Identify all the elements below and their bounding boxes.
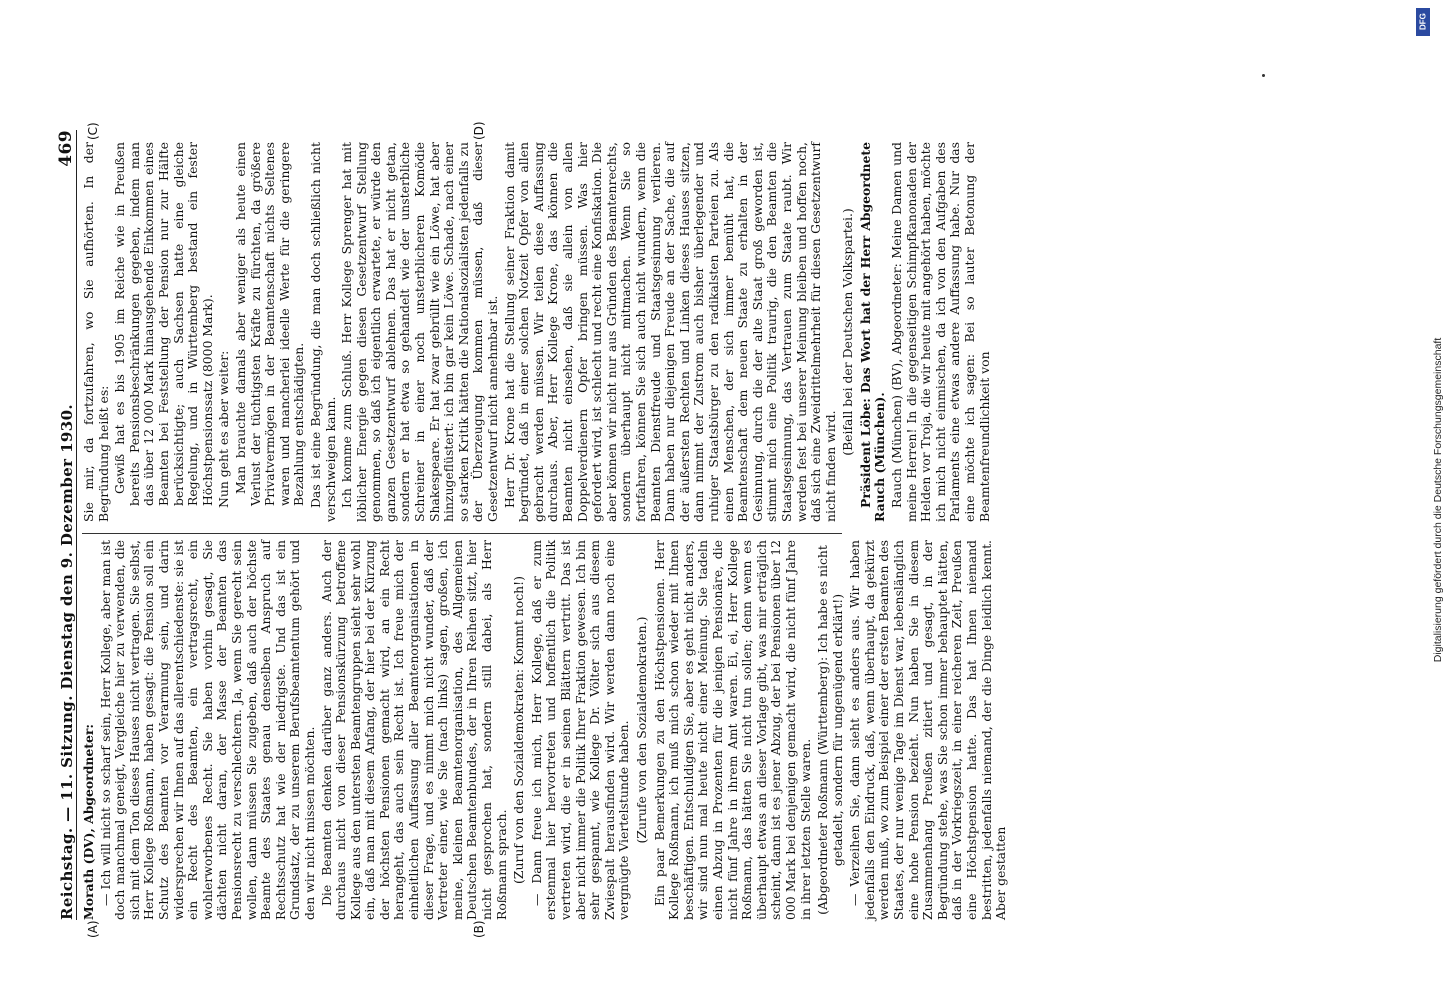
running-head: Reichstag. — 11. Sitzung. Dienstag den 9. Dezember 1930. [58,403,76,920]
column-divider [82,533,842,534]
quotation: Man brauchte damals aber weniger als heute einen Verlust der tüchtigsten Kräfte zu fürchten, da größere Privatvermögen in der Beamtenschaft nichts Seltenes waren und mancherlei ideelle Werte für die geringere Bezahlung entschädigten. [232,142,307,506]
digitization-notice: Digitalisierung gefördert durch die Deutsche Forschungsgemeinschaft [1432,337,1444,663]
paragraph: Die Beamten denken darüber ganz anders. Auch der durchaus nicht von dieser Pensionskürzung betroffene Kollege aus den untersten Beamtengruppen sieht sehr wohl ein, daß man mit diesem Anfang, der hier bei der Kürzung der höchsten Pensionen gemacht wird, an ein Recht herangeht, das auch sein Recht ist. Ich freue mich der einheitlichen Auffassung aller Beamtenorganisationen in dieser Frage, und es nimmt mich nicht wunder, daß der Vertreter einer, wie Sie (nach links) sagen, großen, ich meine, kleinen Beamtenorganisation, des Allgemeinen Deutschen Beamtenbundes, der in Ihren Reihen sitzt, hier nicht gesprochen hat, sondern still dabei, als Herr Roßmann sprach. [318,540,509,920]
paragraph: Das ist eine Begründung, die man doch schließlich nicht verschweigen kann. [307,142,338,522]
quotation: Gewiß hat es bis 1905 im Reiche wie in Preußen bereits Pensionsbeschränkungen gegeben, indem man das über 12 000 Mark hinausgehende Einkommen eines Beamten bei Feststellung der Pension nur zur Hälfte berücksichtigte; auch Sachsen hatte eine gleiche Regelung, und in Württemberg bestand ein fester Höchstpensionssatz (8000 Mark). [112,142,215,506]
margin-letter-a: (A) [86,920,100,938]
interjection: (Beifall bei der Deutschen Volkspartei.) [840,208,856,456]
speaker-line: Morath (DV), Abgeordneter: [81,724,96,920]
margin-letter-c: (C) [86,122,100,140]
dfg-logo: DFG [1416,8,1430,36]
page-number: 469 [56,130,76,167]
paragraph: Herr Dr. Krone hat die Stellung seiner Fraktion damit begründet, daß in einer solchen Notzeit Opfer von allen gebracht werden müssen. Wir teilen diese Auffassung durchaus. Aber, Herr Kollege Krone, das können die Beamten nicht einsehen, daß sie allein von allen Doppelverdienern Opfer bringen müssen. Was hier gefordert wird, ist schlecht und recht eine Konfiskation. Die aber können wir nicht nur aus Gründen des Beamtenrechts, sondern überhaupt nicht mitmachen. Wenn Sie so fortfahren, können Sie sich auch nicht wundern, wenn die Beamten Dienstfreude und Staatsgesinnung verlieren. Dann haben nur diejenigen Freude an der Sache, die auf der äußersten Rechten und Linken dieses Hauses sitzen, dann nimmt der Zustrom auch bisher überlegender und ruhiger Staatsbürger zu den radikalsten Parteien zu. Als einen Menschen, der sich immer bemüht hat, die Beamtenschaft dem neuen Staate zu erhalten in der Gesinnung, durch die der alte Staat groß geworden ist, stimmt mich eine Politik traurig, die den Beamten die Staatsgesinnung, das Vertrauen zum Staate raubt. Wir werden fest bei unserer Meinung bleiben und hoffen noch, daß sich eine Zweidrittelmehrheit für diesen Gesetzentwurf nicht finden wird. [501,142,838,522]
margin-letter-b: (B) [472,920,486,938]
digitization-strip [1410,0,1444,1000]
paragraph: — Dann freue ich mich, Herr Kollege, daß er zum erstenmal hier hervortreten und hoffentlich die Politik vertreten wird, die er in seinen Blättern vertritt. Das ist aber nicht immer die Politik Ihrer Fraktion gewesen. Ich bin sehr gespannt, wie Kollege Dr. Völter sich aus diesem Zwiespalt herausfinden wird. Wir werden dann noch eine vergnügte Viertelstunde haben. [528,540,632,920]
margin-letter-d: (D) [472,121,486,140]
speaker-line: Präsident Löbe: Das Wort hat der Herr Abgeordnete Rauch (München). [857,142,888,522]
paragraph: — Ich will nicht so scharf sein, Herr Kollege, aber man ist doch manchmal geneigt, Vergleiche hier zu verwenden, die sich mit dem Ton dieses Hauses nicht vertragen. Sie selbst, Herr Kollege Roßmann, haben gesagt: die Pension soll ein Schutz des Beamten vor Verarmung sein, und darin widersprechen wir Ihnen auf das allerentschiedenste: sie ist ein Recht des Beamten, ein vertragsrecht, ein wohlerworbenes Recht. Sie haben vorhin gesagt, Sie dächten nicht daran, der Masse der Beamten das Pensionsrecht zu verschlechtern. Ja, wenn Sie gerecht sein wollen, dann müssen Sie zugeben, daß auch der höchste Beamte des Staates genau denselben Anspruch auf Rechtsschutz hat wie der niedrigste. Und das ist ein Grundsatz, der zu unserem Berufsbeamtentum gehört und den wir nicht missen möchten. [97,540,317,920]
page-header [52,130,77,920]
interjection: (Abgeordneter Roßmann (Württemberg): Ich habe es nicht getadelt, sondern für ungenügend erklärt!) [815,545,845,915]
interjection: (Zuruf von den Sozialdemokraten: Kommt noch!) [511,576,527,884]
paragraph: — Verzeihen Sie, dann sieht es anders aus. Wir haben jedenfalls den Eindruck, daß, wenn überhaupt, da gekürzt werden muß, wo zum Beispiel einer der ersten Beamten des Staates, der nur wenige Tage im Dienst war, lebenslänglich eine hohe Pension bezieht. Nun haben Sie in diesem Zusammenhang Preußen zitiert und gesagt, in der Begründung stehe, was Sie schon immer behauptet hätten, daß in der Vorkriegszeit, in einer reicheren Zeit, Preußen eine Höchstpension hatte. Das hat Ihnen niemand bestritten, jedenfalls niemand, der die Dinge leidlich kennt. Aber gestatten [847,540,1009,920]
left-column [82,540,1011,920]
paragraph: Rauch (München) (BV), Abgeordneter: Meine Damen und meine Herren! In die gegenseitigen Schimpfkanonaden der Helden vor Troja, die wir heute mit angehört haben, möchte ich mich nicht einmischen, da ich von den Aufgaben des Parlaments eine etwas andere Auffassung habe. Nur das eine möchte ich sagen: Bei so lauter Betonung der Beamtenfreundlichkeit von [889,142,992,522]
paragraph: Sie mir, da fortzufahren, wo Sie aufhörten. In der Begründung heißt es: [81,142,111,522]
right-column [82,142,994,522]
paragraph: Ein paar Bemerkungen zu den Höchstpensionen. Herr Kollege Roßmann, ich muß mich schon wieder mit Ihnen beschäftigen. Entschuldigen Sie, aber es geht nicht anders, wir sind nun mal heute nicht einer Meinung. Sie tadeln einen Abzug in Prozenten für die jenigen Pensionäre, die nicht fünf Jahre in ihrem Amt waren. Ei, ei, Herr Kollege Roßmann, das hätten Sie nicht tun sollen; denn wenn es überhaupt etwas an dieser Vorlage gibt, was mir erträglich scheint, dann ist es jener Abzug, der bei Pensionen über 12 000 Mark bei denjenigen gemacht wird, die nicht fünf Jahre in ihrer letzten Stelle waren. [651,540,813,920]
document-page [52,121,1382,940]
scan-speck [1262,74,1265,77]
interjection: (Zurufe von den Sozialdemokraten.) [633,616,649,844]
paragraph: Nun geht es aber weiter: [216,350,232,508]
paragraph: Ich komme zum Schluß. Herr Kollege Sprenger hat mit löblicher Energie gegen diesen Gesetzentwurf Stellung genommen, so daß ich eigentlich erwartete, er würde den ganzen Gesetzentwurf ablehnen. Das hat er nicht getan, sondern er hat etwa so gehandelt wie der unsterbliche Schreiner in einer noch unsterblicheren Komödie Shakespeare. Er hat zwar gebrüllt wie ein Löwe, hat aber hinzugeflüstert: ich bin gar kein Löwe. Schade, nach einer so starken Kritik hätten die Nationalsozialisten jedenfalls zu der Überzeugung kommen müssen, daß dieser Gesetzentwurf nicht annehmbar ist. [339,142,501,522]
